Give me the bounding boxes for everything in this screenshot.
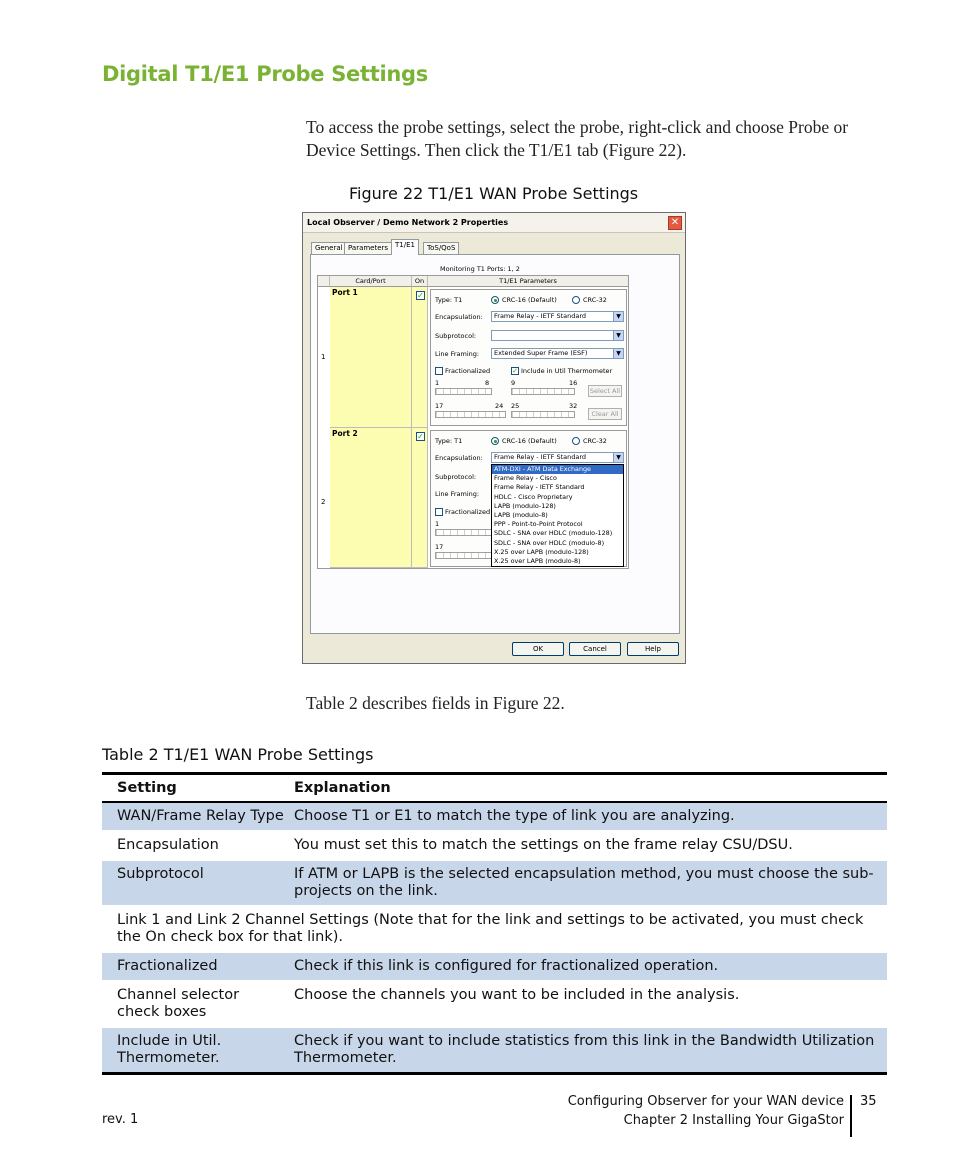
dropdown-option[interactable]: Frame Relay - Cisco	[494, 474, 557, 483]
chevron-down-icon[interactable]: ▼	[613, 312, 623, 321]
clear-all-button[interactable]: Clear All	[588, 408, 622, 420]
tab-tos-qos[interactable]: ToS/QoS	[423, 242, 459, 254]
dropdown-option[interactable]: X.25 over LAPB (modulo-8)	[494, 556, 581, 565]
tab-parameters[interactable]: Parameters	[344, 242, 392, 254]
explanation-cell: Check if you want to include statistics from this link in the Bandwidth Utilization Thermometer.	[290, 1027, 887, 1074]
crc32-radio[interactable]	[572, 437, 580, 445]
port-on-checkbox[interactable]: ✓	[417, 291, 424, 300]
col-card-port: Card/Port	[330, 276, 412, 287]
fractionalized-checkbox[interactable]	[435, 367, 443, 375]
footer-chapter-title: Chapter 2 Installing Your GigaStor	[623, 1113, 844, 1128]
channel-label: 9	[511, 379, 516, 387]
col-on: On	[412, 276, 428, 287]
table-header-row	[102, 774, 887, 803]
explanation-cell: You must set this to match the settings on the frame relay CSU/DSU.	[290, 831, 887, 860]
type-label: Type: T1	[435, 437, 463, 445]
crc16-radio[interactable]	[491, 296, 499, 304]
grid-corner	[318, 276, 330, 287]
channel-selector-row[interactable]	[511, 411, 575, 418]
header-explanation: Explanation	[290, 774, 887, 803]
setting-cell: Subprotocol	[102, 860, 290, 906]
dropdown-option[interactable]: Frame Relay - IETF Standard	[494, 483, 585, 492]
fractionalized-checkbox[interactable]	[435, 508, 443, 516]
channel-selector-row[interactable]	[435, 529, 492, 536]
port-params	[430, 430, 627, 567]
setting-cell: Channel selector check boxes	[102, 981, 290, 1027]
section-heading: Digital T1/E1 Probe Settings	[102, 62, 428, 86]
table-row	[102, 860, 887, 906]
select-all-button[interactable]: Select All	[589, 387, 621, 395]
crc16-radio[interactable]	[491, 437, 499, 445]
table-row	[102, 952, 887, 981]
page-number: 35	[860, 1094, 877, 1109]
port-cell[interactable]	[330, 428, 412, 568]
dropdown-option[interactable]: X.25 over LAPB (modulo-128)	[494, 547, 589, 556]
tab-general[interactable]: General	[311, 242, 347, 254]
channel-label: 16	[569, 379, 578, 387]
footer-section-title: Configuring Observer for your WAN device	[567, 1094, 844, 1109]
on-cell	[412, 287, 428, 428]
line-framing-select[interactable]	[491, 348, 624, 359]
table-row	[102, 906, 887, 952]
ok-button[interactable]: OK	[512, 642, 564, 656]
line-framing-value: Extended Super Frame (ESF)	[494, 349, 588, 357]
channel-label: 1	[435, 520, 440, 528]
crc16-label: CRC-16 (Default)	[502, 296, 557, 304]
channel-selector-row[interactable]	[435, 552, 492, 559]
dialog-titlebar	[303, 213, 685, 233]
col-params: T1/E1 Parameters	[428, 276, 628, 287]
port-cell[interactable]	[330, 287, 412, 428]
include-util-checkbox[interactable]: ✓	[512, 367, 518, 375]
encapsulation-select[interactable]	[491, 452, 624, 463]
header-setting: Setting	[102, 774, 290, 803]
chevron-down-icon[interactable]: ▼	[613, 331, 623, 340]
encapsulation-select[interactable]	[491, 311, 624, 322]
on-cell	[412, 428, 428, 568]
channel-selector-row[interactable]	[435, 411, 506, 418]
figure-caption: Figure 22 T1/E1 WAN Probe Settings	[349, 184, 639, 203]
cancel-button[interactable]: Cancel	[569, 642, 621, 656]
close-icon[interactable]: ✕	[668, 216, 682, 230]
explanation-cell: Choose the channels you want to be included in the analysis.	[290, 981, 887, 1027]
port-grid	[317, 265, 629, 569]
dropdown-option[interactable]: SDLC - SNA over HDLC (modulo-8)	[494, 538, 605, 547]
monitoring-label: Monitoring T1 Ports: 1, 2	[440, 265, 520, 273]
footer-divider	[850, 1095, 852, 1137]
dropdown-option[interactable]: LAPB (modulo-8)	[494, 510, 548, 519]
port-label: Port 2	[332, 429, 358, 438]
channel-label: 32	[569, 402, 578, 410]
dropdown-option[interactable]: HDLC - Cisco Proprietary	[494, 492, 573, 501]
help-button[interactable]: Help	[627, 642, 679, 656]
line-framing-label: Line Framing:	[435, 350, 480, 358]
encapsulation-dropdown-list	[491, 464, 624, 567]
spanning-cell: Link 1 and Link 2 Channel Settings (Note that for the link and settings to be activated, you must check the On check box for that link).	[102, 906, 887, 952]
dialog-title: Local Observer / Demo Network 2 Properties	[307, 218, 509, 227]
channel-label: 17	[435, 543, 444, 551]
dropdown-option[interactable]: ATM-DXI - ATM Data Exchange	[492, 465, 623, 474]
type-label: Type: T1	[435, 296, 463, 304]
port-params	[430, 289, 627, 426]
revision-label: rev. 1	[102, 1112, 139, 1127]
encapsulation-label: Encapsulation:	[435, 313, 483, 321]
setting-cell: Include in Util. Thermometer.	[102, 1027, 290, 1074]
explanation-cell: Choose T1 or E1 to match the type of link you are analyzing.	[290, 802, 887, 831]
crc16-label: CRC-16 (Default)	[502, 437, 557, 445]
setting-cell: Encapsulation	[102, 831, 290, 860]
encapsulation-value: Frame Relay - IETF Standard	[494, 453, 587, 461]
setting-cell: WAN/Frame Relay Type	[102, 802, 290, 831]
line-framing-label: Line Framing:	[435, 490, 480, 498]
fractionalized-label: Fractionalized	[445, 508, 491, 516]
explanation-cell: If ATM or LAPB is the selected encapsulation method, you must choose the sub-projects on the link.	[290, 860, 887, 906]
encapsulation-label: Encapsulation:	[435, 454, 483, 462]
crc32-label: CRC-32	[583, 437, 607, 445]
dropdown-option[interactable]: SDLC - SNA over HDLC (modulo-128)	[494, 529, 613, 538]
tab-t1e1[interactable]: T1/E1	[391, 239, 419, 255]
port-label: Port 1	[332, 288, 358, 297]
subprotocol-label: Subprotocol:	[435, 332, 477, 340]
fractionalized-label: Fractionalized	[445, 367, 491, 375]
intro-paragraph: To access the probe settings, select the probe, right-click and choose Probe or Device Settings. Then click the T1/E1 tab (Figure 22).	[306, 117, 849, 160]
channel-label: 17	[435, 402, 444, 410]
dropdown-option[interactable]: LAPB (modulo-128)	[494, 501, 556, 510]
crc32-radio[interactable]	[572, 296, 580, 304]
subprotocol-select[interactable]	[491, 330, 624, 341]
channel-label: 24	[495, 402, 504, 410]
table-row	[102, 802, 887, 831]
row-number: 2	[321, 498, 326, 506]
table-caption: Table 2 T1/E1 WAN Probe Settings	[102, 745, 374, 764]
explanation-cell: Check if this link is configured for fractionalized operation.	[290, 952, 887, 981]
channel-selector-row[interactable]	[511, 388, 575, 395]
include-util-label: Include in Util Thermometer	[521, 367, 613, 375]
channel-label: 1	[435, 379, 440, 387]
channel-label: 8	[485, 379, 490, 387]
channel-selector-row[interactable]	[435, 388, 492, 395]
properties-dialog	[302, 212, 686, 664]
channel-label: 25	[511, 402, 520, 410]
table-intro: Table 2 describes fields in Figure 22.	[306, 693, 565, 713]
subprotocol-label: Subprotocol:	[435, 473, 477, 481]
row-number: 1	[321, 353, 326, 361]
crc32-label: CRC-32	[583, 296, 607, 304]
dropdown-option[interactable]: PPP - Point-to-Point Protocol	[494, 520, 583, 529]
t1e1-panel	[310, 254, 680, 634]
encapsulation-value: Frame Relay - IETF Standard	[494, 312, 587, 320]
chevron-down-icon[interactable]: ▼	[613, 453, 623, 462]
table-row	[102, 831, 887, 860]
chevron-down-icon[interactable]: ▼	[613, 349, 623, 358]
settings-table	[102, 772, 887, 1075]
table-row	[102, 1027, 887, 1074]
table-row	[102, 981, 887, 1027]
setting-cell: Fractionalized	[102, 952, 290, 981]
port-on-checkbox[interactable]: ✓	[417, 432, 424, 441]
